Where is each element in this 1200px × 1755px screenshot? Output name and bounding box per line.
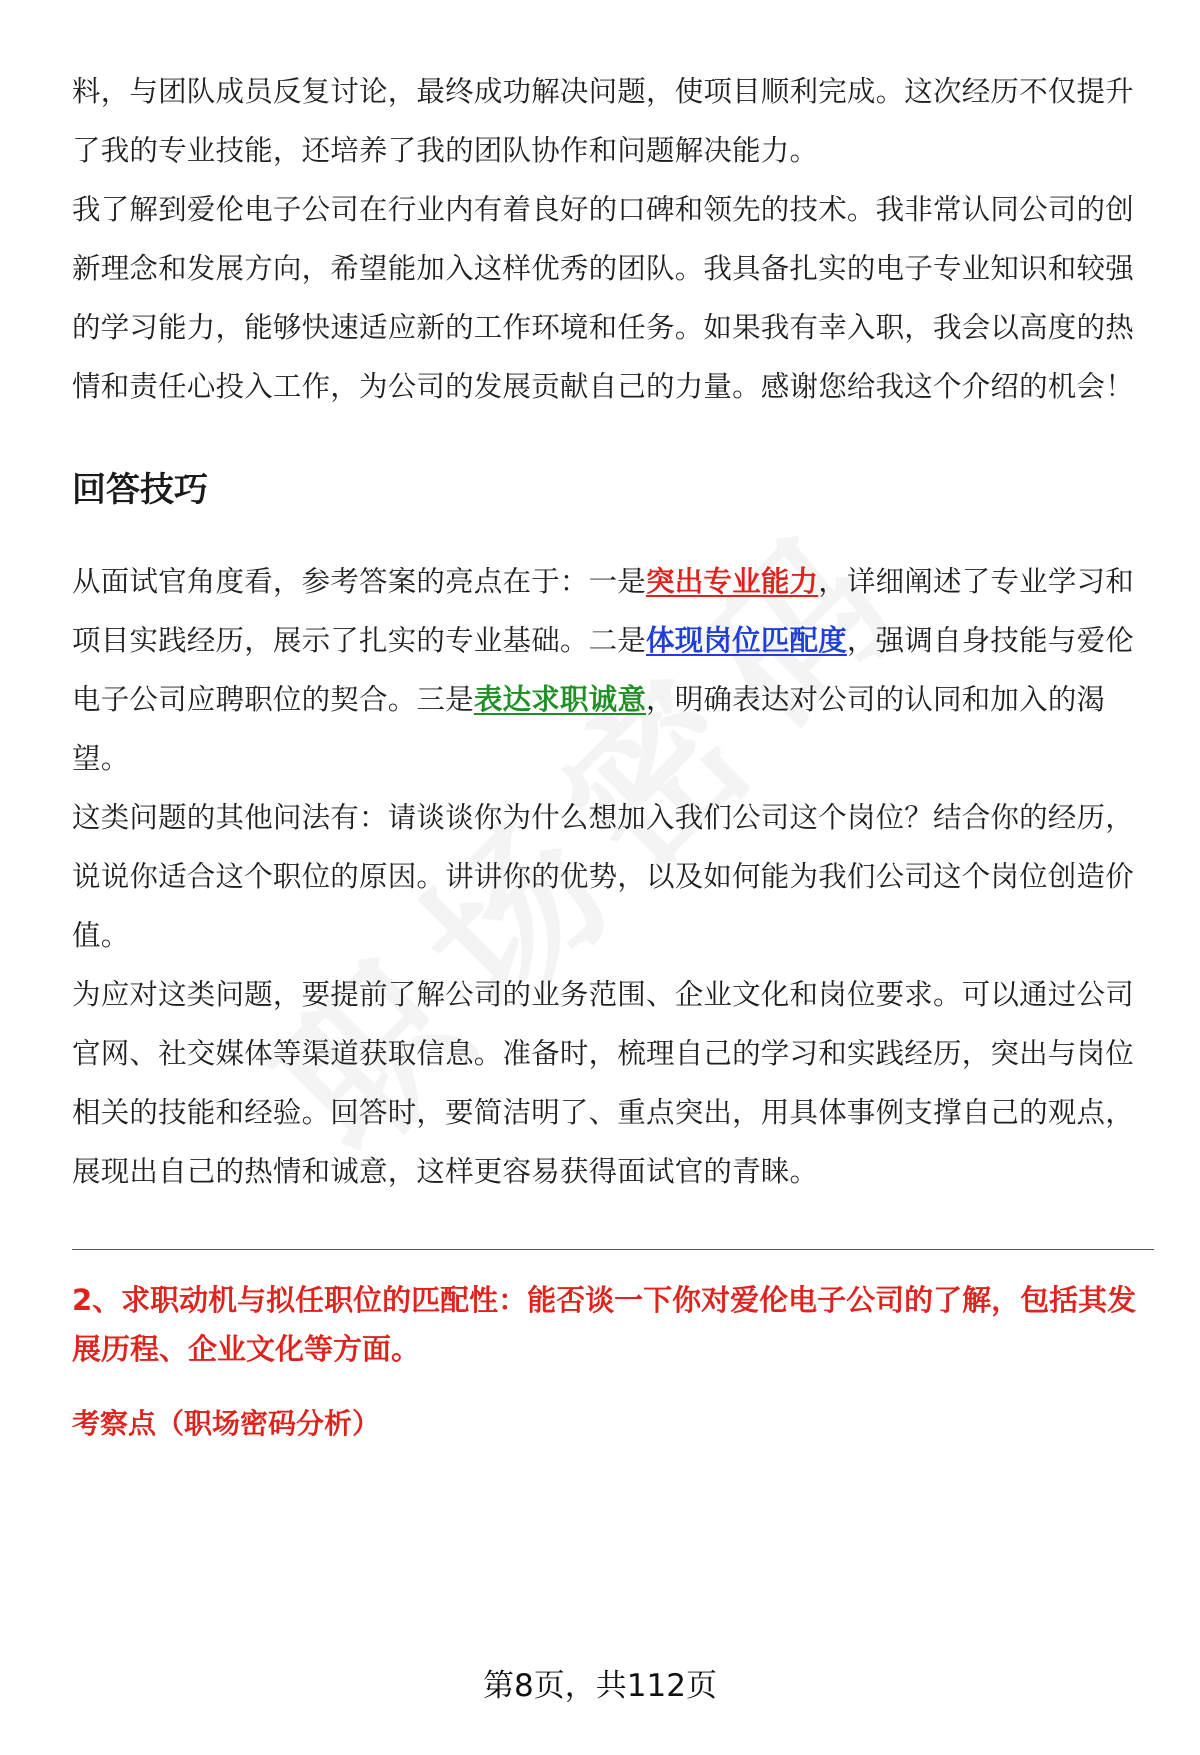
tips-text: 从面试官角度看，参考答案的亮点在于：一是: [72, 565, 647, 598]
tips-paragraph-2: 这类问题的其他问法有：请谈谈你为什么想加入我们公司这个岗位？结合你的经历，说说你适合这个职位的原因。讲讲你的优势，以及如何能为我们公司这个岗位创造价值。: [72, 801, 1134, 952]
page-footer: 第8页，共112页: [483, 1668, 717, 1704]
tips-text: ，明确表达对公司的认同和加入的渴望。: [72, 683, 1106, 775]
intro-paragraph-1: 料，与团队成员反复讨论，最终成功解决问题，使项目顺利完成。这次经历不仅提升了我的专业技能，还培养了我的团队协作和问题解决能力。: [72, 75, 1134, 167]
highlight-professional-ability: 突出专业能力: [646, 565, 819, 598]
question-title: 2、求职动机与拟任职位的匹配性：能否谈一下你对爱伦电子公司的了解，包括其发展历程、企业文化等方面。: [72, 1283, 1137, 1366]
section-heading: 回答技巧: [72, 470, 208, 510]
question-subtitle: 考察点（职场密码分析）: [72, 1407, 381, 1440]
section-divider: [72, 1249, 1154, 1250]
tips-text: ，强调自身技能与爱伦电子公司应聘职位的契合。三是: [72, 624, 1134, 716]
tips-paragraph-1: [72, 552, 1142, 788]
intro-paragraph-2: 我了解到爱伦电子公司在行业内有着良好的口碑和领先的技术。我非常认同公司的创新理念和发展方向，希望能加入这样优秀的团队。我具备扎实的电子专业知识和较强的学习能力，能够快速适应新的工作环境和任务。如果我有幸入职，我会以高度的热情和责任心投入工作，为公司的发展贡献自己的力量。感谢您给我这个介绍的机会！: [72, 193, 1134, 403]
highlight-job-match: 体现岗位匹配度: [646, 624, 847, 657]
tips-text: ，详细阐述了专业学习和项目实践经历，展示了扎实的专业基础。二是: [72, 565, 1134, 657]
tips-paragraph-3: 为应对这类问题，要提前了解公司的业务范围、企业文化和岗位要求。可以通过公司官网、社交媒体等渠道获取信息。准备时，梳理自己的学习和实践经历，突出与岗位相关的技能和经验。回答时，要简洁明了、重点突出，用具体事例支撑自己的观点，展现出自己的热情和诚意，这样更容易获得面试官的青睐。: [72, 978, 1134, 1188]
highlight-sincerity: 表达求职诚意: [473, 683, 647, 716]
document-page: [72, 62, 1142, 1454]
